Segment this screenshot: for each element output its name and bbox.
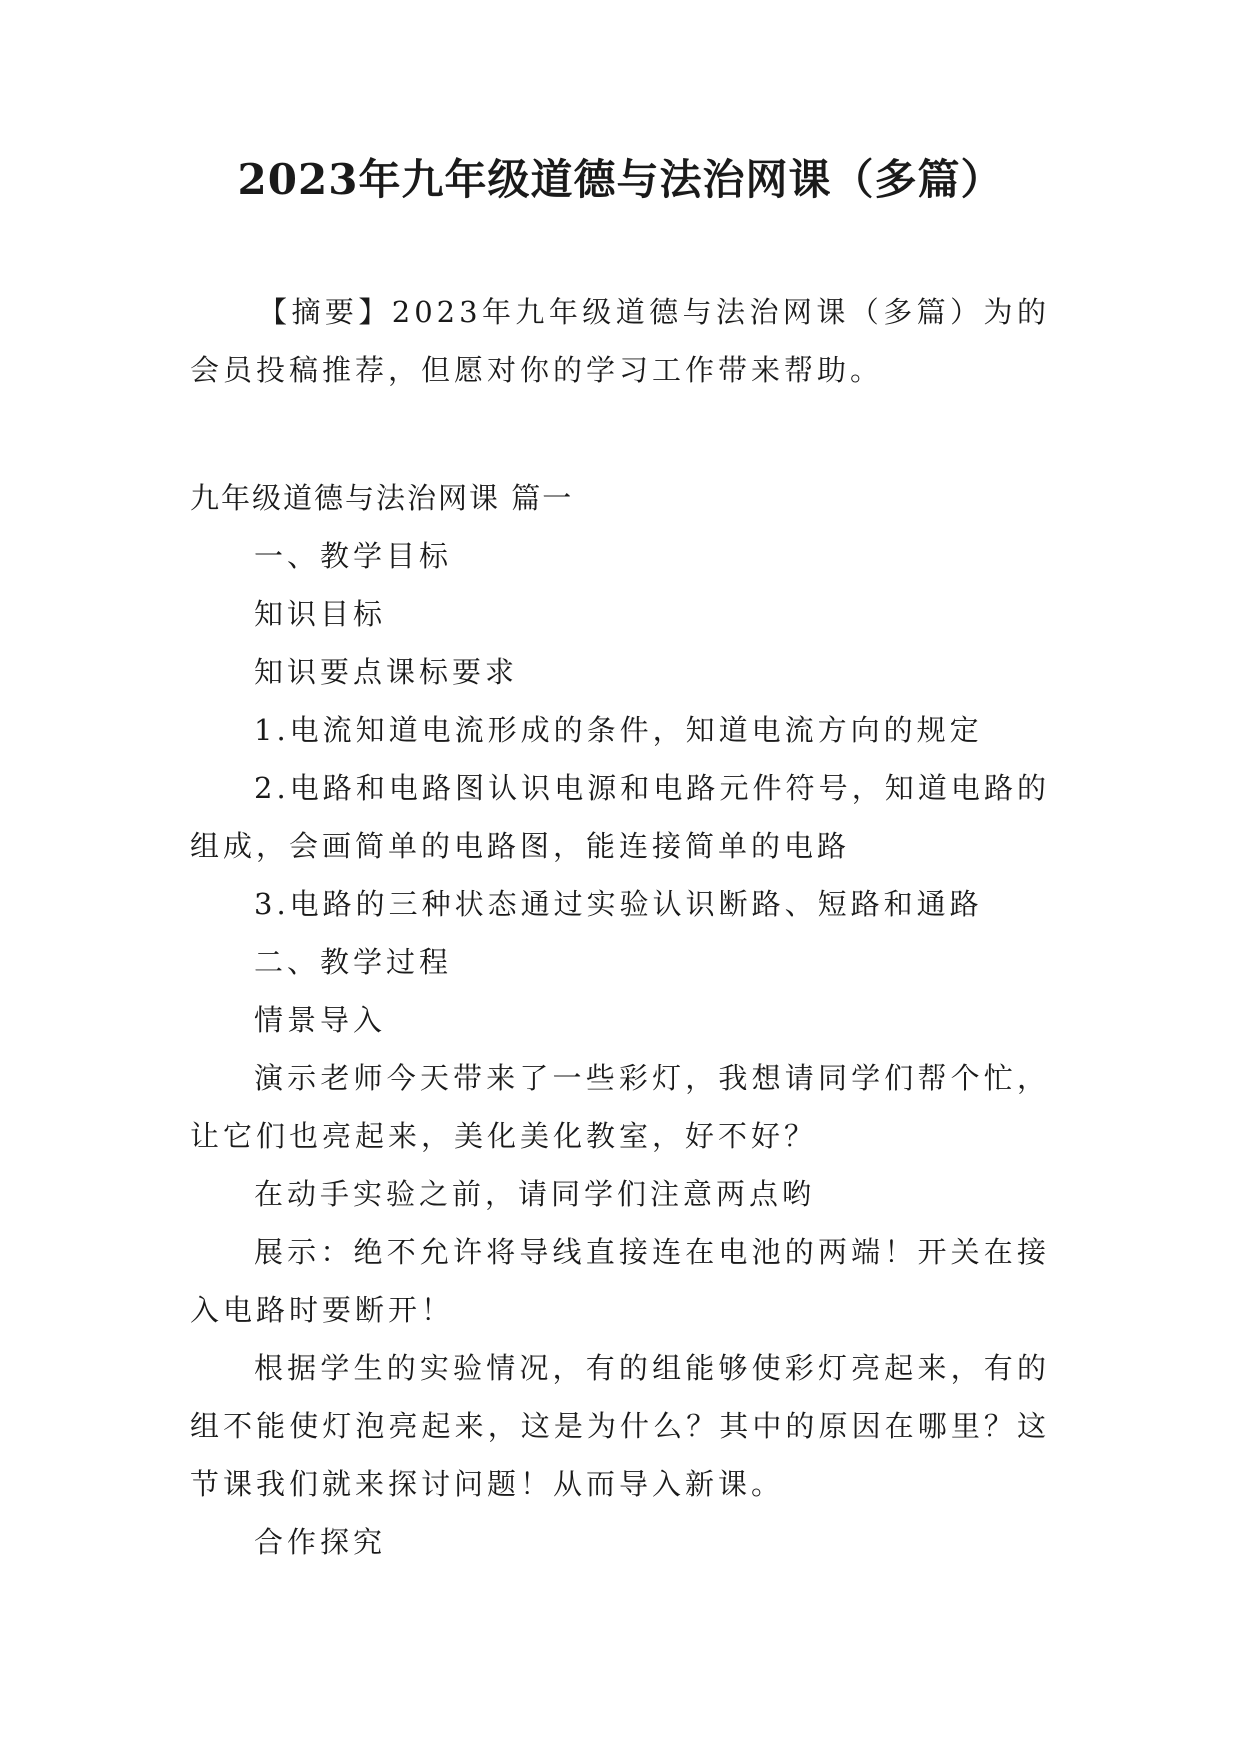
- paragraph: 根据学生的实验情况，有的组能够使彩灯亮起来，有的组不能使灯泡亮起来，这是为什么？其中的原因在哪里？这节课我们就来探讨问题！从而导入新课。: [190, 1351, 1050, 1501]
- paragraph: 在动手实验之前，请同学们注意两点哟: [254, 1177, 816, 1211]
- paragraph: 情景导入: [254, 1003, 387, 1037]
- document-title: 2023年九年级道德与法治网课（多篇）: [237, 155, 1004, 204]
- paragraph: 展示：绝不允许将导线直接连在电池的两端！开关在接入电路时要断开！: [190, 1235, 1050, 1327]
- paragraph: 一、教学目标: [254, 539, 453, 573]
- paragraph: 3.电路的三种状态通过实验认识断路、短路和通路: [254, 887, 983, 921]
- abstract-paragraph: 【摘要】2023年九年级道德与法治网课（多篇）为的会员投稿推荐，但愿对你的学习工作带来帮助。: [190, 295, 1050, 387]
- paragraph: 二、教学过程: [254, 945, 453, 979]
- paragraph: 演示老师今天带来了一些彩灯，我想请同学们帮个忙，让它们也亮起来，美化美化教室，好不好？: [190, 1061, 1050, 1153]
- paragraph: 知识要点课标要求: [254, 655, 519, 689]
- section-heading: 九年级道德与法治网课 篇一: [190, 481, 574, 515]
- paragraph: 合作探究: [254, 1525, 387, 1559]
- paragraph: 1.电流知道电流形成的条件，知道电流方向的规定: [254, 713, 983, 747]
- document-body: [190, 283, 1050, 1571]
- paragraph: 2.电路和电路图认识电源和电路元件符号，知道电路的组成，会画简单的电路图，能连接简单的电路: [190, 771, 1050, 863]
- paragraph: 知识目标: [254, 597, 387, 631]
